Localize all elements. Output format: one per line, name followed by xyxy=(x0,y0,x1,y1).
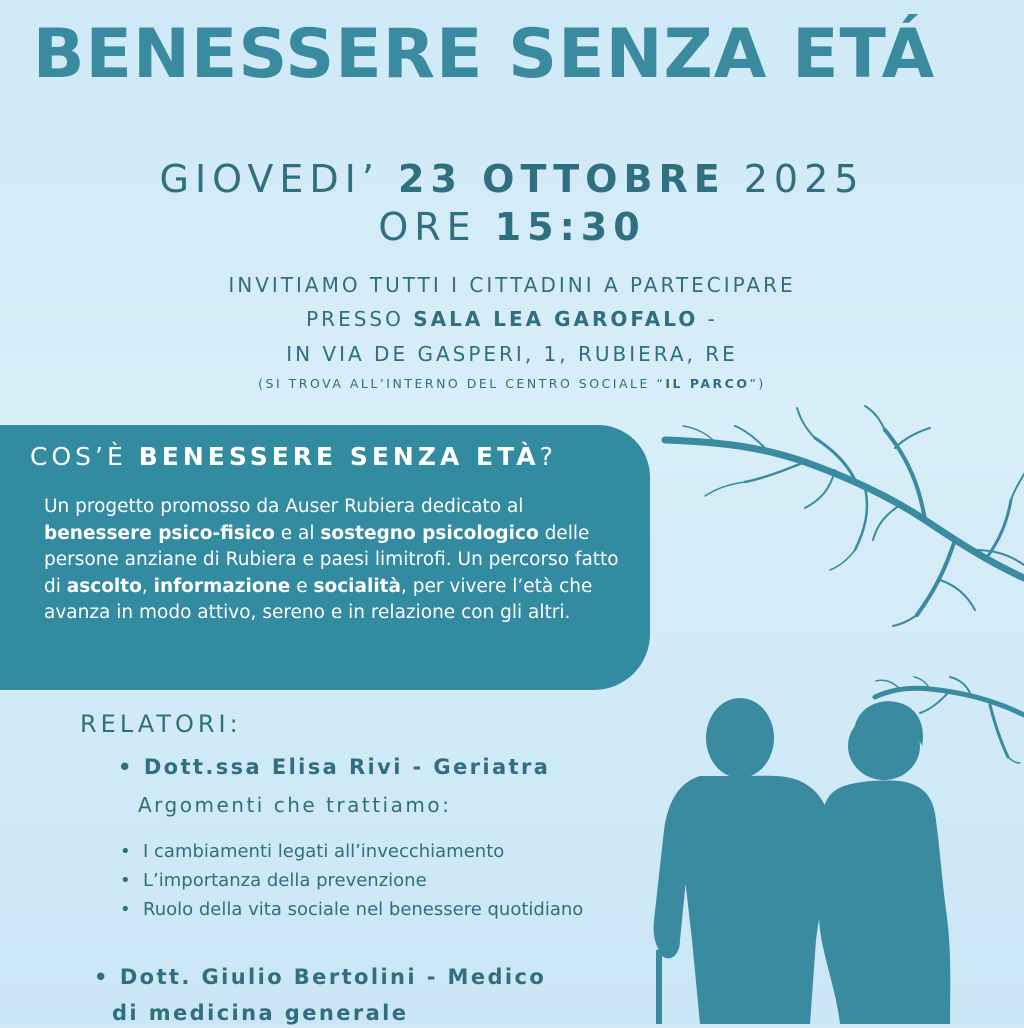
cane-icon xyxy=(656,950,662,1024)
about-bold-3: ascolto xyxy=(66,575,142,597)
speakers-heading: RELATORI: xyxy=(80,710,242,738)
about-text-5: e xyxy=(290,575,314,597)
invite-address: IN VIA DE GASPERI, 1, RUBIERA, RE xyxy=(286,342,738,366)
event-time-value: 15:30 xyxy=(494,205,646,249)
speaker-2-name: Dott. Giulio Bertolini - Medico xyxy=(119,965,547,989)
about-title-prefix: COS’È xyxy=(30,442,139,471)
speaker-2 xyxy=(94,962,546,992)
about-bold-1: benessere psico-fisico xyxy=(44,522,275,544)
event-day-date: 23 OTTOBRE xyxy=(398,157,726,201)
about-title-suffix: ? xyxy=(539,442,557,471)
about-text-2: e al xyxy=(274,522,321,544)
about-text-4: , xyxy=(141,575,154,597)
page-title: BENESSERE SENZA ETÁ xyxy=(32,15,936,94)
about-description xyxy=(44,494,624,627)
event-time xyxy=(0,204,1024,250)
event-time-prefix: ORE xyxy=(378,205,495,249)
invite-location-prefix: PRESSO xyxy=(306,307,414,331)
speaker-1 xyxy=(118,752,550,782)
event-year: 2025 xyxy=(725,157,865,201)
invite-location-note xyxy=(0,375,1024,393)
topics-heading: Argomenti che trattiamo: xyxy=(138,793,452,817)
about-bold-2: sostegno psicologico xyxy=(320,522,539,544)
about-text-6: , per vivere l’età che avanza in modo attivo, sereno e in relazione con gli altri. xyxy=(44,575,593,623)
about-title xyxy=(30,440,557,474)
speaker-2-role: di medicina generale xyxy=(112,1001,409,1025)
speaker-1-name: Dott.ssa Elisa Rivi - Geriatra xyxy=(143,755,551,779)
elderly-couple-silhouette xyxy=(640,690,960,1024)
invite-location-name: SALA LEA GAROFALO xyxy=(413,307,699,331)
tree-branch-illustration xyxy=(655,400,1024,630)
list-item: • L’importanza della prevenzione xyxy=(118,866,588,895)
note-suffix: ”) xyxy=(749,376,766,391)
bullet-icon: • xyxy=(94,965,110,989)
event-day-prefix: GIOVEDI’ xyxy=(159,157,399,201)
list-item: • Ruolo della vita sociale nel benessere quotidiano xyxy=(118,895,588,924)
event-date xyxy=(0,156,1024,202)
about-text-3: delle persone anziane di Rubiera e paesi limitrofi. Un percorso fatto di xyxy=(44,522,619,597)
list-item: • I cambiamenti legati all’invecchiamento xyxy=(118,837,588,866)
note-place: IL PARCO xyxy=(665,376,750,391)
bullet-icon: • xyxy=(118,755,134,779)
about-text-1: Un progetto promosso da Auser Rubiera dedicato al xyxy=(44,496,524,517)
about-title-bold: BENESSERE SENZA ETÀ xyxy=(138,442,540,471)
about-bold-5: socialità xyxy=(313,575,401,597)
invite-line-1: INVITIAMO TUTTI I CITTADINI A PARTECIPARE xyxy=(228,273,796,297)
invite-line-2 xyxy=(0,306,1024,332)
invite-location-suffix: - xyxy=(698,307,718,331)
topics-list xyxy=(118,837,588,924)
about-bold-4: informazione xyxy=(153,575,291,597)
note-prefix: (SI TROVA ALL’INTERNO DEL CENTRO SOCIALE “ xyxy=(258,376,666,391)
